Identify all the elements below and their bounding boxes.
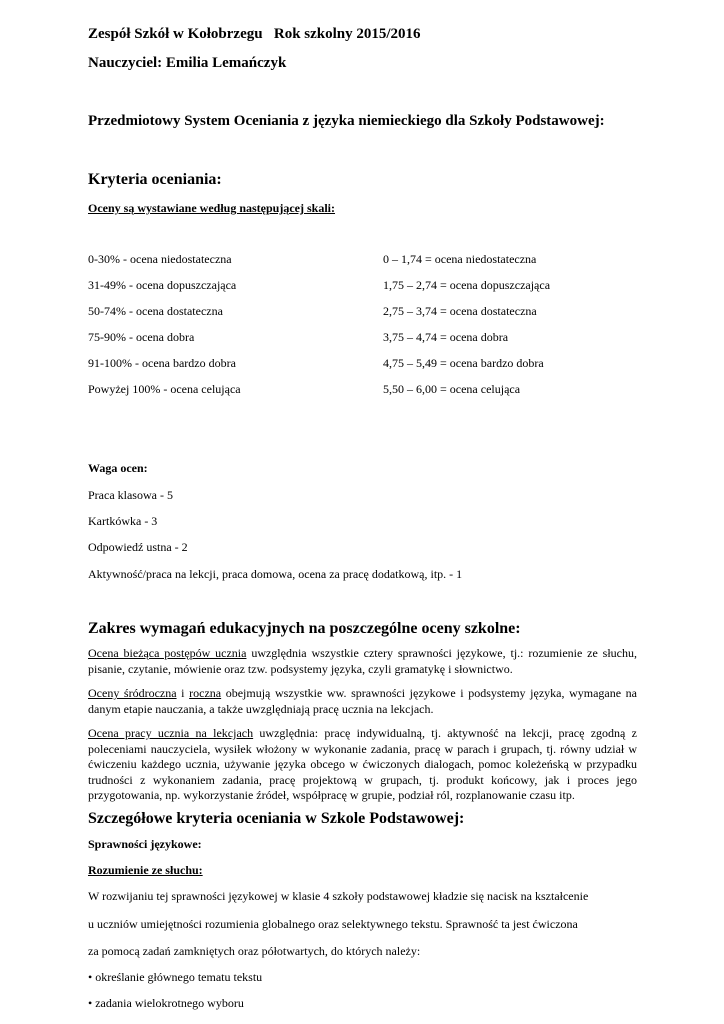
paragraph-term: Ocena pracy ucznia na lekcjach (88, 726, 254, 740)
scale-label: Oceny są wystawiane według następującej skali: (88, 201, 336, 215)
weights-heading: Waga ocen: (88, 461, 148, 475)
paragraph-term: roczna (189, 686, 222, 700)
weight-item: Kartkówka - 3 (88, 514, 158, 528)
paragraph-term: Oceny śródroczna (88, 686, 177, 700)
percent-scale-item: 31-49% - ocena dopuszczająca (88, 278, 237, 292)
school-name: Zespół Szkół w Kołobrzegu (88, 26, 263, 42)
paragraph-term: Ocena bieżąca postępów ucznia (88, 646, 247, 660)
requirements-paragraph-3 (88, 726, 637, 804)
weight-item: Odpowiedź ustna - 2 (88, 540, 188, 554)
detailed-criteria-heading: Szczegółowe kryteria oceniania w Szkole Podstawowej: (88, 810, 465, 827)
paragraph-text: uwzględnia wszystkie cztery sprawności językowe, tj.: rozumienie ze słuchu, pisanie, czytanie, mówienie oraz tzw. podsystemy języka, czyli gramatykę i słownictwo. (88, 646, 637, 676)
teacher-name: Nauczyciel: Emilia Lemańczyk (88, 55, 287, 71)
bullet-item: • określanie głównego tematu tekstu (88, 970, 263, 984)
school-year: Rok szkolny 2015/2016 (273, 26, 421, 42)
detailed-text-line: u uczniów umiejętności rozumienia globalnego oraz selektywnego tekstu. Sprawność ta jest ćwiczona (88, 917, 578, 931)
requirements-heading: Zakres wymagań edukacyjnych na poszczególne oceny szkolne: (88, 620, 521, 637)
average-scale-item: 3,75 – 4,74 = ocena dobra (383, 330, 509, 344)
detailed-text-line: W rozwijaniu tej sprawności językowej w klasie 4 szkoły podstawowej kładzie się nacisk na kształcenie (88, 889, 589, 903)
paragraph-text: obejmują wszystkie ww. sprawności językowe i podsystemy języka, wymagane na danym etapie nauczania, a także uwzględniają pracę ucznia na lekcjach. (88, 686, 637, 716)
detailed-text-line: za pomocą zadań zamkniętych oraz półotwartych, do których należy: (88, 944, 421, 958)
listening-label: Rozumienie ze słuchu: (88, 863, 203, 877)
document-title: Przedmiotowy System Oceniania z języka niemieckiego dla Szkoły Podstawowej: (88, 113, 605, 129)
bullet-item: • zadania wielokrotnego wyboru (88, 996, 244, 1010)
percent-scale-item: 0-30% - ocena niedostateczna (88, 252, 232, 266)
weight-item: Aktywność/praca na lekcji, praca domowa, ocena za pracę dodatkową, itp. - 1 (88, 567, 463, 581)
average-scale-item: 5,50 – 6,00 = ocena celująca (383, 382, 521, 396)
average-scale-item: 4,75 – 5,49 = ocena bardzo dobra (383, 356, 544, 370)
paragraph-connector: i (176, 686, 190, 700)
percent-scale-item: 50-74% - ocena dostateczna (88, 304, 223, 318)
percent-scale-item: Powyżej 100% - ocena celująca (88, 382, 241, 396)
criteria-heading: Kryteria oceniania: (88, 171, 222, 188)
average-scale-item: 0 – 1,74 = ocena niedostateczna (383, 252, 537, 266)
paragraph-text: uwzględnia: pracę indywidualną, tj. aktywność na lekcji, pracę zgodną z poleceniami nauczyciela, wysiłek włożony w wykonanie zadania, pracę w parach i grupach, tj. równy udział w ćwiczeniu każdego ucznia, używanie języka obcego w ćwiczonych dialogach, pomoc koleżeńską w przypadku trudności z wykonaniem zadania, pracę projektową w grupach, tj. produkt końcowy, jak i proces jego przygotowania, np. wykorzystanie źródeł, współpracę w grupie, podział ról, rozplanowanie czasu itp. (88, 726, 638, 803)
weight-item: Praca klasowa - 5 (88, 488, 173, 502)
school-header-line (88, 26, 421, 43)
skills-label: Sprawności językowe: (88, 837, 202, 851)
average-scale-item: 2,75 – 3,74 = ocena dostateczna (383, 304, 537, 318)
requirements-paragraph-1 (88, 646, 637, 677)
percent-scale-item: 75-90% - ocena dobra (88, 330, 195, 344)
average-scale-item: 1,75 – 2,74 = ocena dopuszczająca (383, 278, 551, 292)
requirements-paragraph-2 (88, 686, 637, 717)
percent-scale-item: 91-100% - ocena bardzo dobra (88, 356, 236, 370)
